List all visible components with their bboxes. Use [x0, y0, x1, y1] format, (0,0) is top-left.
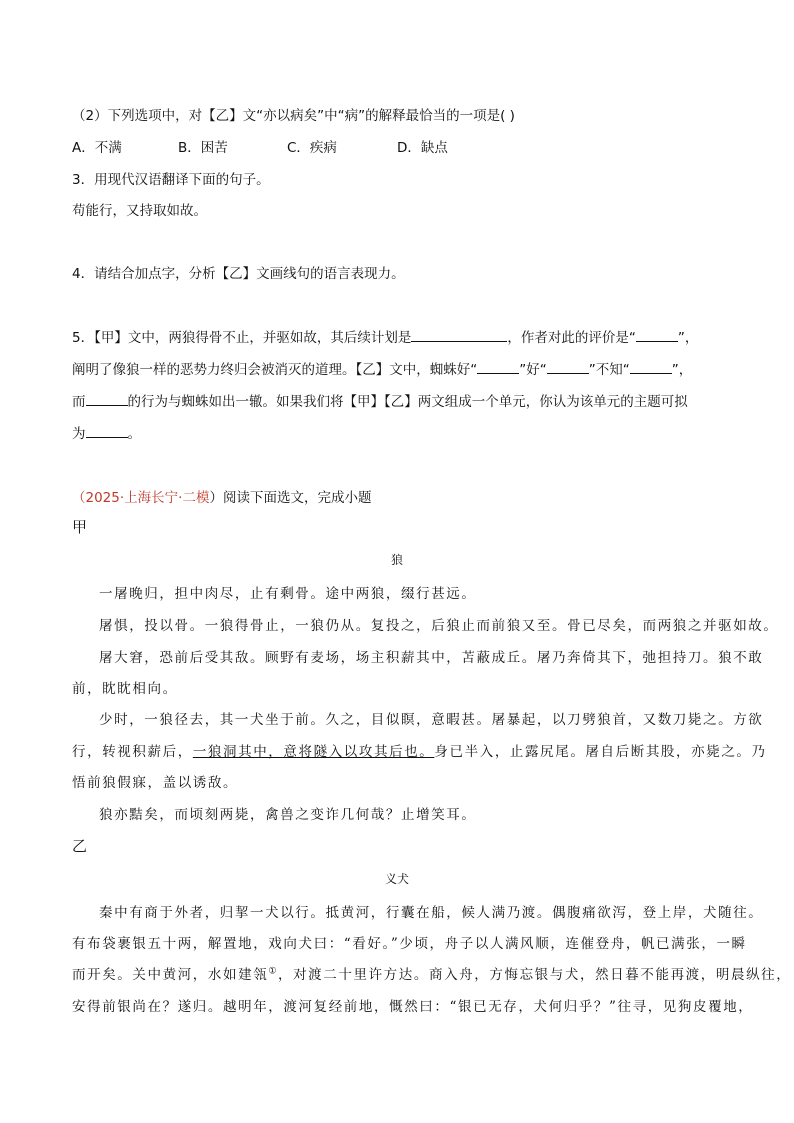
jia-paragraph-4a: 少时，一狼径去，其一犬坐于前。久之，目似瞑，意暇甚。屠暴起，以刀劈狼首，又数刀毙之。方欲 — [99, 712, 764, 728]
yi-line-2: 有布袋裹银五十两，解置地，戏向犬曰：“看好。”少顷，舟子以人满风顺，连催登舟，帆已满张，一瞬 — [72, 936, 747, 952]
q5-text: 阐明了像狼一样的恶势力终归会被消灭的道理。【乙】文中，蜘蛛好“ — [72, 362, 478, 378]
q5-line-1 — [72, 326, 698, 346]
q5-text: ，作者对此的评价是“ — [507, 330, 636, 346]
source-paren-close: ） — [209, 490, 223, 506]
answer-blank[interactable] — [86, 392, 128, 406]
q2-option-c: C．疾病 — [287, 140, 337, 156]
q2-stem: （2）下列选项中，对【乙】文“亦以病矣”中“病”的解释最恰当的一项是( ) — [72, 108, 515, 124]
footnote-marker: ① — [268, 966, 278, 977]
answer-blank[interactable] — [86, 424, 128, 438]
q5-text: ”， — [671, 362, 693, 378]
passage-jia-label: 甲 — [72, 518, 88, 536]
passage-jia-title: 狼 — [390, 553, 403, 567]
passage-yi-label: 乙 — [72, 837, 88, 855]
jia-paragraph-3b: 前，眈眈相向。 — [72, 681, 178, 697]
jia-paragraph-5: 狼亦黠矣，而顷刻两毙，禽兽之变诈几何哉？止增笑耳。 — [99, 807, 477, 823]
q2-option-d: D．缺点 — [397, 140, 448, 156]
answer-blank[interactable] — [636, 328, 678, 342]
q3-stem: 3．用现代汉语翻译下面的句子。 — [72, 172, 270, 188]
jia-paragraph-1: 一屠晚归，担中肉尽，止有剩骨。途中两狼，缀行甚远。 — [99, 586, 477, 602]
jia-paragraph-3a: 屠大窘，恐前后受其敌。顾野有麦场，场主积薪其中，苫蔽成丘。屠乃奔倚其下，弛担持刀。狼不敢 — [99, 650, 764, 666]
q5-line-4 — [72, 422, 141, 442]
q5-line-3 — [72, 390, 688, 410]
q3-sentence: 苟能行，又持取如故。 — [72, 203, 207, 219]
yi-line-4: 安得前银尚在？遂归。越明年，渡河复经前地，慨然曰：“银已无存，犬何归乎？”往寻，见狗皮覆地， — [72, 999, 754, 1015]
q5-text: ”不知“ — [588, 362, 630, 378]
q5-text: ”， — [677, 330, 699, 346]
q5-text: 为 — [72, 426, 86, 442]
q5-text: 5．【甲】文中，两狼得骨不止，并驱如故，其后续计划是 — [72, 330, 412, 346]
yi-text: 而开矣。关中黄河，水如建瓴 — [72, 967, 269, 983]
source-instruction: 阅读下面选文，完成小题 — [222, 490, 372, 506]
answer-blank[interactable] — [477, 360, 519, 374]
source-paren-open: （ — [72, 490, 86, 506]
q5-line-2 — [72, 358, 692, 378]
q4-stem: 4．请结合加点字，分析【乙】文画线句的语言表现力。 — [72, 266, 405, 282]
yi-line-3 — [72, 963, 791, 983]
q5-text: ”好“ — [519, 362, 547, 378]
jia-paragraph-2: 屠惧，投以骨。一狼得骨止，一狼仍从。复投之，后狼止而前狼又至。骨已尽矣，而两狼之并驱如故。 — [99, 618, 779, 634]
q5-text: 而 — [72, 394, 86, 410]
source-line — [72, 486, 371, 506]
jia-paragraph-4b — [72, 740, 767, 760]
q2-option-a: A．不满 — [72, 140, 122, 156]
passage-yi-title: 义犬 — [384, 872, 409, 886]
answer-blank[interactable] — [547, 360, 589, 374]
q2-option-b: B．困苦 — [178, 140, 228, 156]
source-tag: 2025·上海长宁·二模 — [85, 490, 210, 506]
q5-text: 。 — [127, 426, 141, 442]
jia-text: 身已半入，止露尻尾。屠自后断其股，亦毙之。乃 — [434, 744, 767, 760]
yi-line-1: 秦中有商于外者，归挈一犬以行。抵黄河，行囊在船，候人满乃渡。偶腹痛欲泻，登上岸，犬随往。 — [99, 905, 764, 921]
answer-blank[interactable] — [411, 328, 507, 342]
underlined-sentence: 一狼洞其中，意将隧入以攻其后也。 — [192, 744, 435, 760]
q5-text: 的行为与蜘蛛如出一辙。如果我们将【甲】【乙】两文组成一个单元，你认为该单元的主题可拟 — [127, 394, 688, 410]
jia-paragraph-4c: 悟前狼假寐，盖以诱敌。 — [72, 775, 239, 791]
yi-text: ，对渡二十里许方达。商入舟，方悔忘银与犬，然日暮不能再渡，明晨纵往， — [277, 967, 792, 983]
answer-blank[interactable] — [630, 360, 672, 374]
jia-text: 行，转视积薪后， — [72, 744, 193, 760]
